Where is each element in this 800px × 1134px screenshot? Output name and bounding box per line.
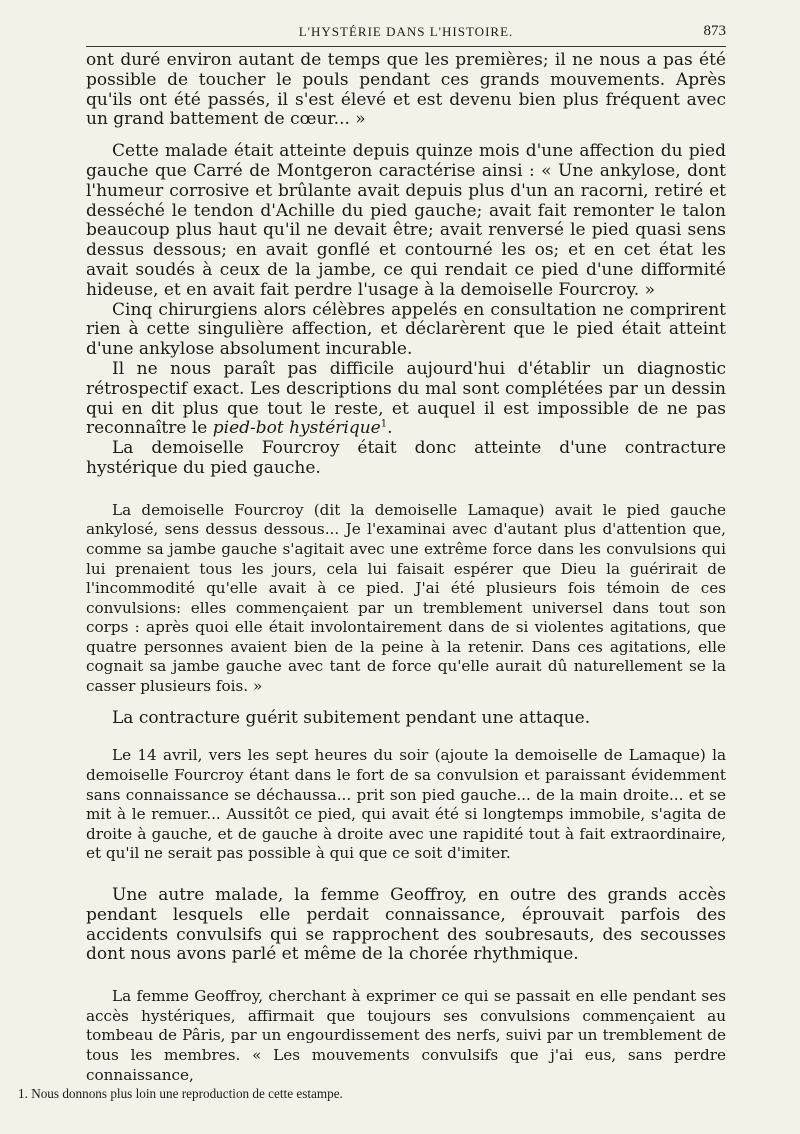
quote-fourcroy: La demoiselle Fourcroy (dit la demoiselle Lamaque) avait le pied gauche ankylosé, sens dessus dessous... Je l'examinai avec d'autant plus d'attention que, comme sa jambe gauche s'agitait avec une extrême force dans les convulsions qui lui prenaient tous les jours, cela lui faisait espérer que Dieu la guérirait de l'incommodité qu'elle avait à ce pied. J'ai été plusieurs fois témoin de ces convulsions: elles commençaient par un tremblement universel dans tout son corps : après quoi elle était involontairement dans de si violentes agitations, que quatre personnes avaient bien de la peine à la retenir. Dans ces agitations, elle cognait sa jambe gauche avec tant de force qu'elle aurait dû naturellement se la casser plusieurs fois. »: [86, 500, 726, 696]
page-header: [86, 22, 726, 47]
diagnostic-end: .: [387, 418, 393, 439]
paragraph-geoffroy: Une autre malade, la femme Geoffroy, en outre des grands accès pendant lesquels elle perdait connaissance, éprouvait parfois des accidents convulsifs qui se rapprochent des soubresauts, des secousses dont nous avons parlé et même de la chorée rhythmique.: [86, 885, 726, 965]
paragraph-gueris: La contracture guérit subitement pendant une attaque.: [112, 707, 591, 728]
paragraph-ankylose: Cette malade était atteinte depuis quinze mois d'une affection du pied gauche que Carré de Montgeron caractérise ainsi : « Une ankylose, dont l'humeur corrosive et brûlante avait depuis plus d'un an racorni, retiré et desséché le tendon d'Achille du pied gauche; avait fait remonter le talon beaucoup plus haut qu'il ne devait être; avait renversé le pied quasi sens dessus dessous; en avait gonflé et contourné les os; et en cet état les avait soudés à ceux de la jambe, ce qui rendait ce pied d'une difformité hideuse, et en avait fait perdre l'usage à la demoiselle Fourcroy. »: [86, 141, 726, 300]
footnote-ref: 1: [380, 418, 388, 430]
paragraph-diagnostic: [86, 360, 726, 439]
footnote: 1. Nous donnons plus loin une reproduction de cette estampe.: [18, 1086, 343, 1101]
paragraph-contracture: La demoiselle Fourcroy était donc atteinte d'une contracture hystérique du pied gauche.: [86, 438, 726, 478]
paragraph-surgeons: Cinq chirurgiens alors célèbres appelés en consultation ne comprirent rien à cette singulière affection, et déclarèrent que le pied était atteint d'une ankylose absolument incurable.: [86, 299, 726, 360]
page-number: 873: [703, 23, 726, 39]
quote-14-avril: Le 14 avril, vers les sept heures du soir (ajoute la demoiselle de Lamaque) la demoiselle Fourcroy étant dans le fort de sa convulsion et paraissant évidemment sans connaissance se déchaussa... prit son pied gauche... de la main droite... et se mit à le remuer... Aussitôt ce pied, qui avait été si longtemps immobile, s'agita de droite à gauche, et de gauche à droite avec une rapidité tout à fait extraordinaire, et qu'il ne serait pas possible à qui que ce soit d'imiter.: [86, 746, 726, 863]
page-body: [86, 22, 726, 1085]
running-title: L'HYSTÉRIE DANS L'HISTOIRE.: [298, 24, 514, 39]
quote-geoffroy: La femme Geoffroy, cherchant à exprimer ce qui se passait en elle pendant ses accès hystériques, affirmait que toujours ses convulsions commençaient au tombeau de Pâris, par un engourdissement des nerfs, suivi par un tremblement de tous les membres. « Les mouvements convulsifs que j'ai eus, sans perdre connaissance,: [86, 987, 726, 1084]
pied-bot-term: pied-bot hystérique: [212, 418, 381, 439]
diagnostic-text: Il ne nous paraît pas difficile aujourd'hui d'établir un diagnostic rétrospectif exact. Les descriptions du mal sont complétées par un dessin qui en dit plus que tout le reste, et auquel il est impossible de ne pas reconnaître le: [86, 358, 726, 439]
paragraph-continuation: ont duré environ autant de temps que les premières; il ne nous a pas été possible de toucher le pouls pendant ces grands mouvements. Après qu'ils ont été passés, il s'est élevé et est devenu bien plus fréquent avec un grand battement de cœur... »: [86, 50, 726, 130]
